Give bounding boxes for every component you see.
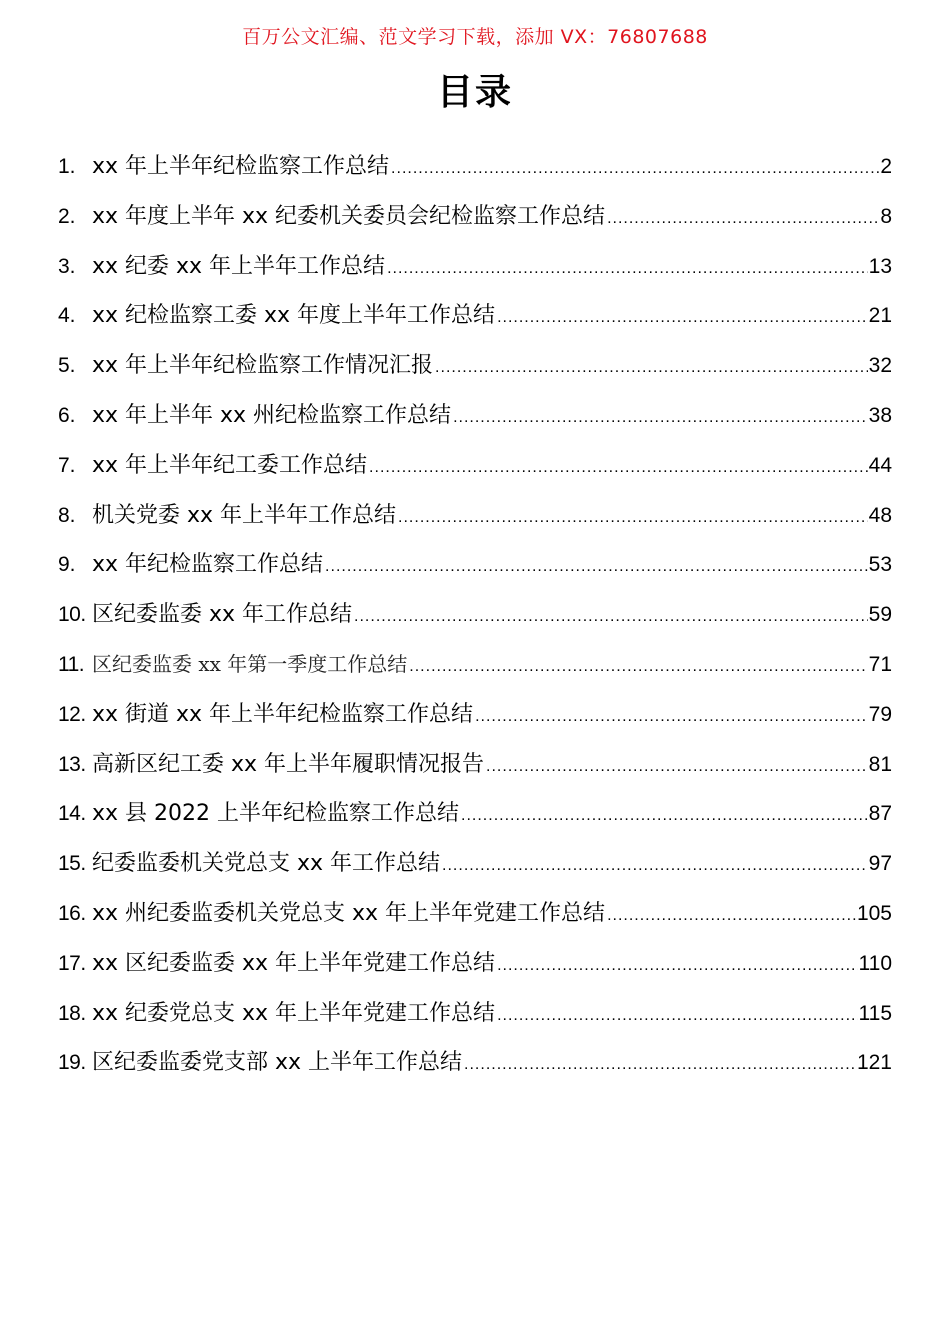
toc-page-number: 81 — [868, 752, 892, 776]
toc-leader-dots — [391, 144, 879, 194]
toc-entry-8[interactable] — [58, 491, 892, 541]
toc-page-number: 71 — [868, 652, 892, 676]
toc-number: 4. — [58, 304, 76, 328]
toc-entry-16[interactable] — [58, 889, 892, 939]
toc-title: xx 州纪委监委机关党总支 xx 年上半年党建工作总结 — [92, 900, 606, 926]
toc-page-number: 21 — [868, 304, 892, 328]
toc-entry-5[interactable] — [58, 341, 892, 391]
toc-title: xx 纪委 xx 年上半年工作总结 — [92, 253, 386, 279]
toc-number: 10. — [58, 603, 86, 627]
toc-leader-dots — [435, 343, 868, 393]
toc-entry-6[interactable] — [58, 391, 892, 441]
toc-title: xx 年纪检监察工作总结 — [92, 552, 324, 578]
toc-leader-dots — [409, 642, 867, 692]
toc-entry-10[interactable] — [58, 590, 892, 640]
toc-title: xx 纪检监察工委 xx 年度上半年工作总结 — [92, 303, 496, 329]
toc-page-number: 32 — [868, 354, 892, 378]
toc-leader-dots — [387, 244, 868, 294]
toc-page-number: 110 — [858, 951, 892, 975]
toc-number: 7. — [58, 453, 76, 477]
toc-number: 16. — [58, 901, 86, 925]
toc-page-number: 97 — [868, 852, 892, 876]
toc-leader-dots — [464, 1040, 856, 1090]
toc-entry-14[interactable] — [58, 789, 892, 839]
toc-leader-dots — [497, 293, 868, 343]
toc-title: 机关党委 xx 年上半年工作总结 — [92, 502, 397, 528]
toc-title: xx 年上半年纪检监察工作情况汇报 — [92, 353, 434, 379]
toc-entry-18[interactable] — [58, 989, 892, 1039]
toc-title: xx 纪委党总支 xx 年上半年党建工作总结 — [92, 1000, 496, 1026]
toc-number: 17. — [58, 951, 86, 975]
toc-title: 区纪委监委 xx 年第一季度工作总结 — [92, 651, 408, 676]
toc-page-number: 53 — [868, 553, 892, 577]
toc-leader-dots — [453, 393, 868, 443]
toc-number: 5. — [58, 354, 76, 378]
toc-entry-15[interactable] — [58, 839, 892, 889]
toc-page-number: 115 — [858, 1001, 892, 1025]
toc-entry-12[interactable] — [58, 690, 892, 740]
toc-page-number: 48 — [868, 503, 892, 527]
toc-title: 纪委监委机关党总支 xx 年工作总结 — [92, 851, 441, 877]
toc-number: 18. — [58, 1001, 86, 1025]
toc-number: 2. — [58, 204, 76, 228]
toc-number: 8. — [58, 503, 76, 527]
toc-number: 19. — [58, 1051, 86, 1075]
toc-page-number: 8 — [880, 204, 892, 228]
toc-title: xx 区纪委监委 xx 年上半年党建工作总结 — [92, 950, 496, 976]
toc-title: 区纪委监委 xx 年工作总结 — [92, 602, 353, 628]
toc-leader-dots — [461, 791, 868, 841]
toc-number: 12. — [58, 702, 86, 726]
toc-leader-dots — [369, 443, 868, 493]
toc-entry-11[interactable] — [58, 640, 892, 690]
page-title: 目录 — [436, 72, 513, 113]
toc-leader-dots — [607, 194, 879, 244]
toc-leader-dots — [442, 841, 868, 891]
toc-page-number: 44 — [868, 453, 892, 477]
toc-title: xx 年上半年纪检监察工作总结 — [92, 154, 390, 179]
toc-title: xx 县 2022 上半年纪检监察工作总结 — [92, 801, 460, 827]
toc-leader-dots — [497, 991, 857, 1041]
toc-number: 3. — [58, 254, 76, 278]
toc-title: xx 年度上半年 xx 纪委机关委员会纪检监察工作总结 — [92, 203, 606, 229]
header-note: 百万公文汇编、范文学习下载，添加 VX：76807688 — [242, 26, 708, 48]
toc-page-number: 105 — [856, 901, 892, 925]
toc-leader-dots — [398, 493, 868, 543]
toc-entry-1[interactable] — [58, 142, 892, 192]
toc-entry-9[interactable] — [58, 540, 892, 590]
toc-number: 6. — [58, 403, 76, 427]
toc-title: xx 街道 xx 年上半年纪检监察工作总结 — [92, 701, 474, 727]
toc-entry-3[interactable] — [58, 242, 892, 292]
toc-title: xx 年上半年纪工委工作总结 — [92, 452, 368, 478]
toc-entry-13[interactable] — [58, 740, 892, 790]
toc-number: 1. — [58, 155, 76, 178]
toc-page-number: 79 — [868, 702, 892, 726]
toc-entry-4[interactable] — [58, 291, 892, 341]
toc-page-number: 13 — [868, 254, 892, 278]
toc-title: 区纪委监委党支部 xx 上半年工作总结 — [92, 1050, 463, 1076]
toc-entry-2[interactable] — [58, 192, 892, 242]
toc-page-number: 59 — [868, 603, 892, 627]
toc-page-number: 38 — [868, 403, 892, 427]
toc-number: 11. — [58, 652, 85, 676]
toc-page-number: 87 — [868, 802, 892, 826]
toc-leader-dots — [325, 542, 868, 592]
toc-number: 15. — [58, 852, 86, 876]
toc-entry-17[interactable] — [58, 939, 892, 989]
toc-title: xx 年上半年 xx 州纪检监察工作总结 — [92, 402, 452, 428]
toc-leader-dots — [497, 941, 857, 991]
toc-leader-dots — [475, 692, 868, 742]
toc-page-number: 2 — [880, 155, 892, 178]
toc-number: 9. — [58, 553, 76, 577]
toc-title: 高新区纪工委 xx 年上半年履职情况报告 — [92, 751, 485, 777]
toc-number: 13. — [58, 752, 86, 776]
toc-leader-dots — [354, 592, 868, 642]
toc-leader-dots — [486, 742, 868, 792]
toc-entry-19[interactable] — [58, 1038, 892, 1088]
toc-number: 14. — [58, 802, 86, 826]
toc-entry-7[interactable] — [58, 441, 892, 491]
toc-page-number: 121 — [856, 1051, 892, 1075]
toc-leader-dots — [607, 891, 856, 941]
table-of-contents — [58, 142, 892, 1088]
